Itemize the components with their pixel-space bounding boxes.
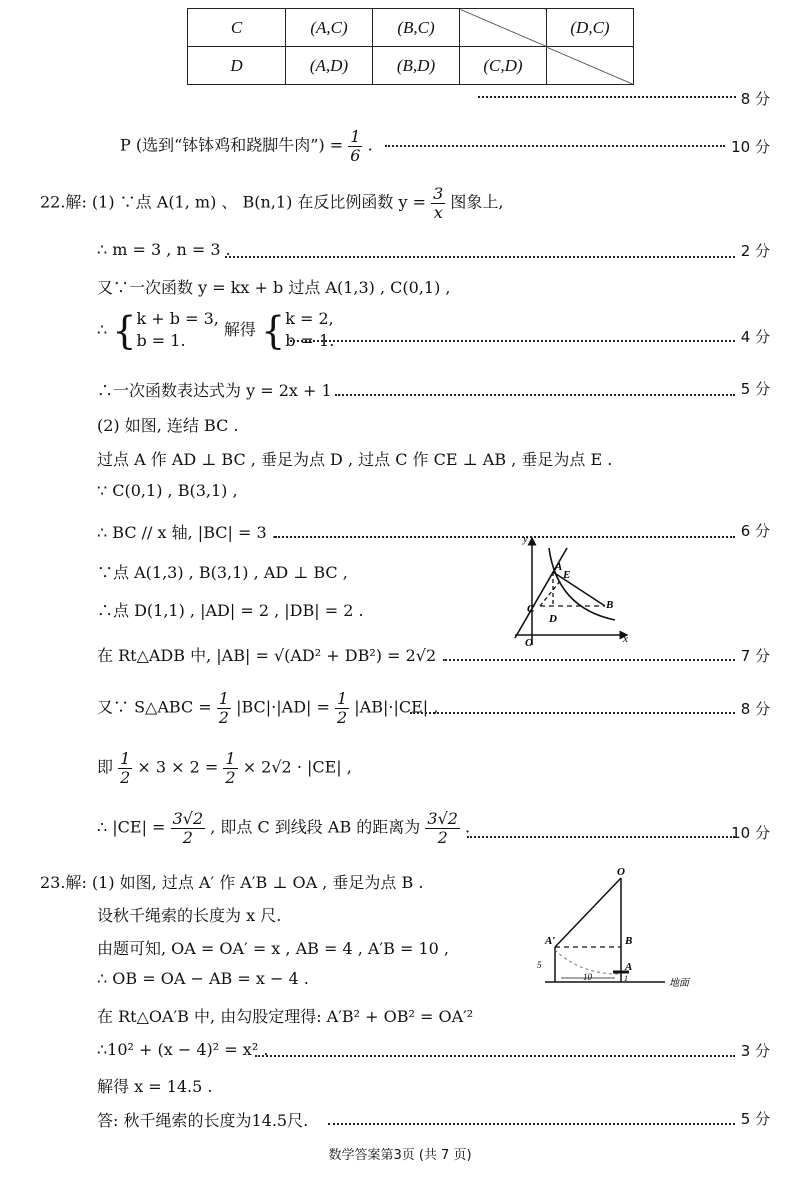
fraction: $\frac{3√2}{2}$ (172, 809, 204, 847)
dot-leader (385, 145, 725, 147)
fraction: $\frac{3√2}{2}$ (427, 809, 458, 847)
score-label: 3 分 (740, 1042, 770, 1060)
table-cell: (A,D) (286, 47, 373, 85)
label-c: C (527, 603, 535, 615)
q23-swing-figure (525, 862, 705, 992)
fraction: $\frac{1}{6}$ (350, 127, 361, 165)
q23-line: ∴10² + (x − 4)² = x² . (97, 1040, 269, 1059)
q22-line: 又∵一次函数 y = kx + b 过点 A(1,3) , C(0,1) , (97, 278, 451, 297)
q23-line: 设秋千绳索的长度为 x 尺. (97, 906, 282, 925)
dot-leader (290, 340, 735, 342)
label-o: O (617, 866, 625, 878)
table-cell-diagonal (547, 47, 634, 85)
q22-line: 在 Rt△ADB 中, |AB| = √(AD² + DB²) = 2√2 . (97, 646, 447, 665)
label-ground: 地面 (669, 978, 689, 989)
q22-line: (2) 如图, 连结 BC . (97, 416, 239, 435)
label-5: 5 (537, 960, 542, 970)
score-label: 2 分 (740, 242, 770, 260)
score-label: 10 分 (731, 138, 770, 156)
label-1: 1 (624, 974, 628, 983)
q22-area-line: 又∵ S△ABC = $\frac{1}{2}$ |BC|·|AD| = $\frac{1}{2}$ |AB|·|CE| , (97, 689, 439, 727)
table-cell-diagonal (460, 9, 547, 47)
table-row (188, 9, 634, 47)
label-a: A (625, 961, 633, 973)
table-cell: (A,C) (286, 9, 373, 47)
table-cell: (D,C) (547, 9, 634, 47)
q22-line: ∴ m = 3 , n = 3 . (97, 240, 231, 259)
q22-line: ∴一次函数表达式为 y = 2x + 1 . (97, 381, 342, 400)
score-label: 8 分 (740, 90, 770, 108)
label-e: E (563, 569, 571, 581)
probability-line: P (选到“钵钵鸡和跷脚牛肉”) = $\frac{1}{6}$ . (120, 127, 373, 165)
dot-leader (410, 712, 735, 714)
q22-line: ∵ C(0,1) , B(3,1) , (97, 481, 238, 500)
pairing-table (187, 8, 634, 85)
segment-ab (553, 572, 605, 606)
fraction: $\frac{1}{2}$ (120, 749, 131, 787)
score-label: 6 分 (740, 522, 770, 540)
score-label: 7 分 (740, 647, 770, 665)
table-cell: (B,C) (373, 9, 460, 47)
q22-line: 即 $\frac{1}{2}$ × 3 × 2 = $\frac{1}{2}$ × 2√2 · |CE| , (97, 749, 352, 787)
label-a-prime: A′ (545, 935, 556, 947)
label-o: O (525, 637, 533, 649)
score-label: 5 分 (740, 1110, 770, 1128)
dot-leader (328, 1123, 735, 1125)
q23-line: 解得 x = 14.5 . (97, 1077, 213, 1096)
table-cell: (B,D) (373, 47, 460, 85)
label-x: x (623, 633, 628, 645)
q22-coordinate-figure (505, 530, 635, 650)
score-label: 10 分 (731, 824, 770, 842)
table-cell: C (188, 9, 286, 47)
fraction: $\frac{1}{2}$ (225, 749, 236, 787)
q23-head: 23.解: (1) 如图, 过点 A′ 作 A′B ⊥ OA , 垂足为点 B . (40, 873, 424, 892)
q22-line: ∴ BC // x 轴, |BC| = 3 . (97, 523, 277, 542)
label-b: B (625, 935, 633, 947)
fraction: $\frac{3}{x}$ (433, 184, 444, 222)
swing-arc (555, 950, 619, 974)
dot-leader (255, 1055, 735, 1057)
table-row (188, 47, 634, 85)
label-y: y (523, 533, 528, 545)
q23-line: 由题可知, OA = OA′ = x , AB = 4 , A′B = 10 , (97, 939, 449, 958)
q22-line: ∴点 D(1,1) , |AD| = 2 , |DB| = 2 . (97, 601, 364, 620)
fraction: $\frac{1}{2}$ (337, 689, 348, 727)
page-footer: 数学答案第3页 (共 7 页) (328, 1148, 472, 1163)
q23-line: ∴ OB = OA − AB = x − 4 . (97, 969, 309, 988)
label-10: 10 (583, 972, 592, 982)
label-d: D (549, 613, 557, 625)
table-cell: (C,D) (460, 47, 547, 85)
probability-lhs: P (选到“钵钵鸡和跷脚牛肉”) = (120, 135, 344, 155)
label-a: A (555, 561, 563, 573)
q22-line: ∵点 A(1,3) , B(3,1) , AD ⊥ BC , (97, 563, 348, 582)
dot-leader (478, 96, 736, 98)
score-label: 5 分 (740, 380, 770, 398)
dot-leader (335, 394, 735, 396)
segment-ce (540, 580, 561, 606)
dot-leader (445, 659, 735, 661)
fraction: $\frac{1}{2}$ (218, 689, 229, 727)
segment-oa-prime (555, 878, 621, 947)
q22-line: 过点 A 作 AD ⊥ BC , 垂足为点 D , 过点 C 作 CE ⊥ AB , 垂足为点 E . (97, 450, 613, 469)
table-cell: D (188, 47, 286, 85)
q22-head: 22.解: (1) ∵点 A(1, m) 、 B(n,1) 在反比例函数 y = $\frac{3}{x}$ 图象上, (40, 184, 504, 222)
dot-leader (467, 836, 735, 838)
score-label: 4 分 (740, 328, 770, 346)
q22-line: ∴ |CE| = $\frac{3√2}{2}$ , 即点 C 到线段 AB 的距离为 $\frac{3√2}{2}$ . (97, 809, 471, 847)
dot-leader (225, 256, 735, 258)
q22-system: ∴ { k + b = 3, b = 1. 解得 { k = 2, b = 1. (97, 308, 335, 353)
q23-line: 在 Rt△OA′B 中, 由勾股定理得: A′B² + OB² = OA′² (97, 1007, 474, 1026)
label-b: B (606, 599, 614, 611)
q23-line: 答: 秋千绳索的长度为14.5尺. (97, 1111, 309, 1130)
score-label: 8 分 (740, 700, 770, 718)
